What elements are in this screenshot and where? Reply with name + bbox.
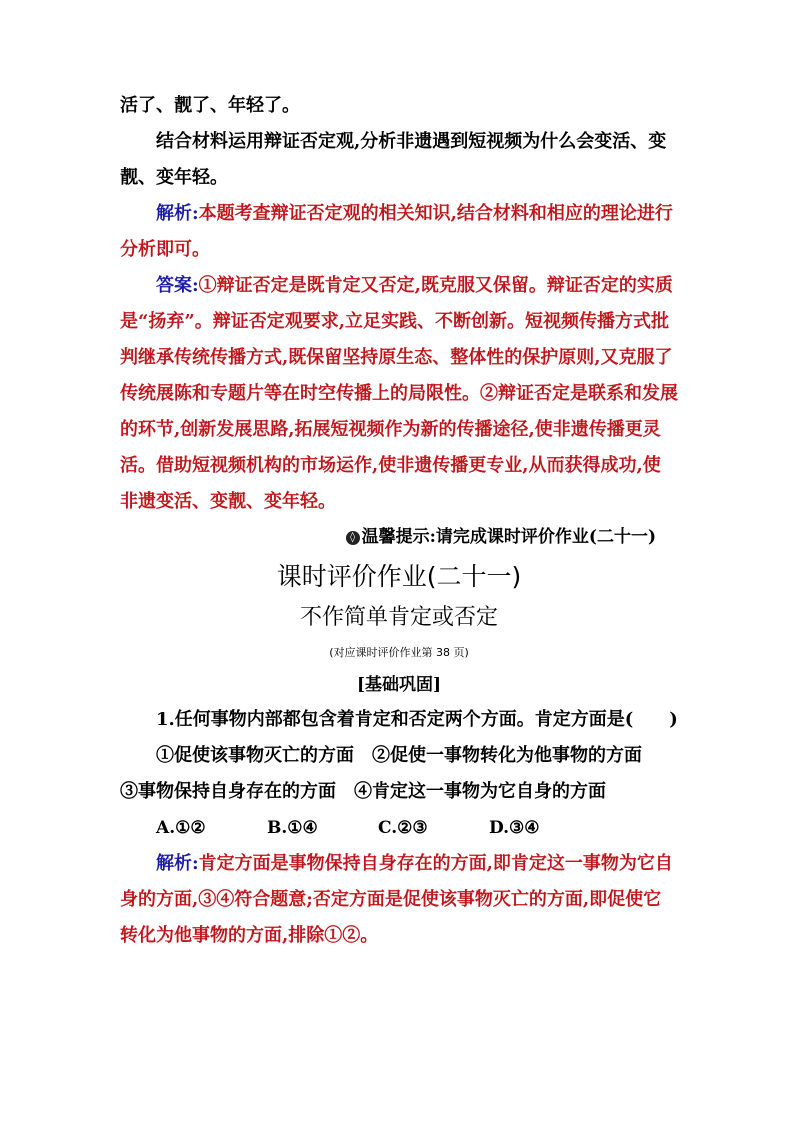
question-1-options-line-1: ①促使该事物灭亡的方面 ②促使一事物转化为他事物的方面 [156,745,642,766]
analysis-label: 解析: [156,203,199,224]
material-tail-text: 活了、靓了、年轻了。 [120,95,300,116]
question-1-stem: 1.任何事物内部都包含着肯定和否定两个方面。肯定方面是( ) [156,709,678,730]
choice-b: B.①④ [267,818,318,838]
choice-a: A.①② [156,818,206,838]
reminder-text: 温馨提示:请完成课时评价作业(二十一) [361,527,656,547]
analysis-text: 本题考查辩证否定观的相关知识,结合材料和相应的理论进行分析即可。 [120,203,673,260]
section-heading: [基础巩固] [356,675,442,695]
question-1-options-line-2: ③事物保持自身存在的方面 ④肯定这一事物为它自身的方面 [120,781,606,802]
homework-page-note: (对应课时评价作业第 38 页) [329,646,469,659]
question-1-analysis-text: 肯定方面是事物保持自身存在的方面,即肯定这一事物为它自身的方面,③④符合题意;否定方面是促使该事物灭亡的方面,即促使它转化为他事物的方面,排除①②。 [120,853,673,946]
reminder-icon: ◊ [346,531,360,545]
choice-c: C.②③ [378,818,428,838]
question-1-choices [120,810,678,846]
homework-title: 课时评价作业(二十一) [276,562,522,591]
choice-d: D.③④ [489,818,540,838]
document-content [120,88,678,954]
question-1-analysis [120,846,678,954]
homework-subtitle: 不作简单肯定或否定 [299,605,498,630]
question-text: 结合材料运用辩证否定观,分析非遗遇到短视频为什么会变活、变靓、变年轻。 [120,131,667,188]
reminder-line [120,520,678,554]
answer-label: 答案: [156,275,199,296]
question-1-analysis-label: 解析: [156,853,199,874]
answer-paragraph [120,268,678,520]
analysis-paragraph [120,196,678,268]
answer-text: ①辩证否定是既肯定又否定,既克服又保留。辩证否定的实质是“扬弃”。辩证否定观要求,立足实践、不断创新。短视频传播方式批判继承传统传播方式,既保留坚持原生态、整体性的保护原则,又克服了传统展陈和专题片等在时空传播上的局限性。②辩证否定是联系和发展的环节,创新发展思路,拓展短视频作为新的传播途径,使非遗传播更灵活。借助短视频机构的市场运作,使非遗传播更专业,从而获得成功,使非遗变活、变靓、变年轻。 [120,275,678,512]
